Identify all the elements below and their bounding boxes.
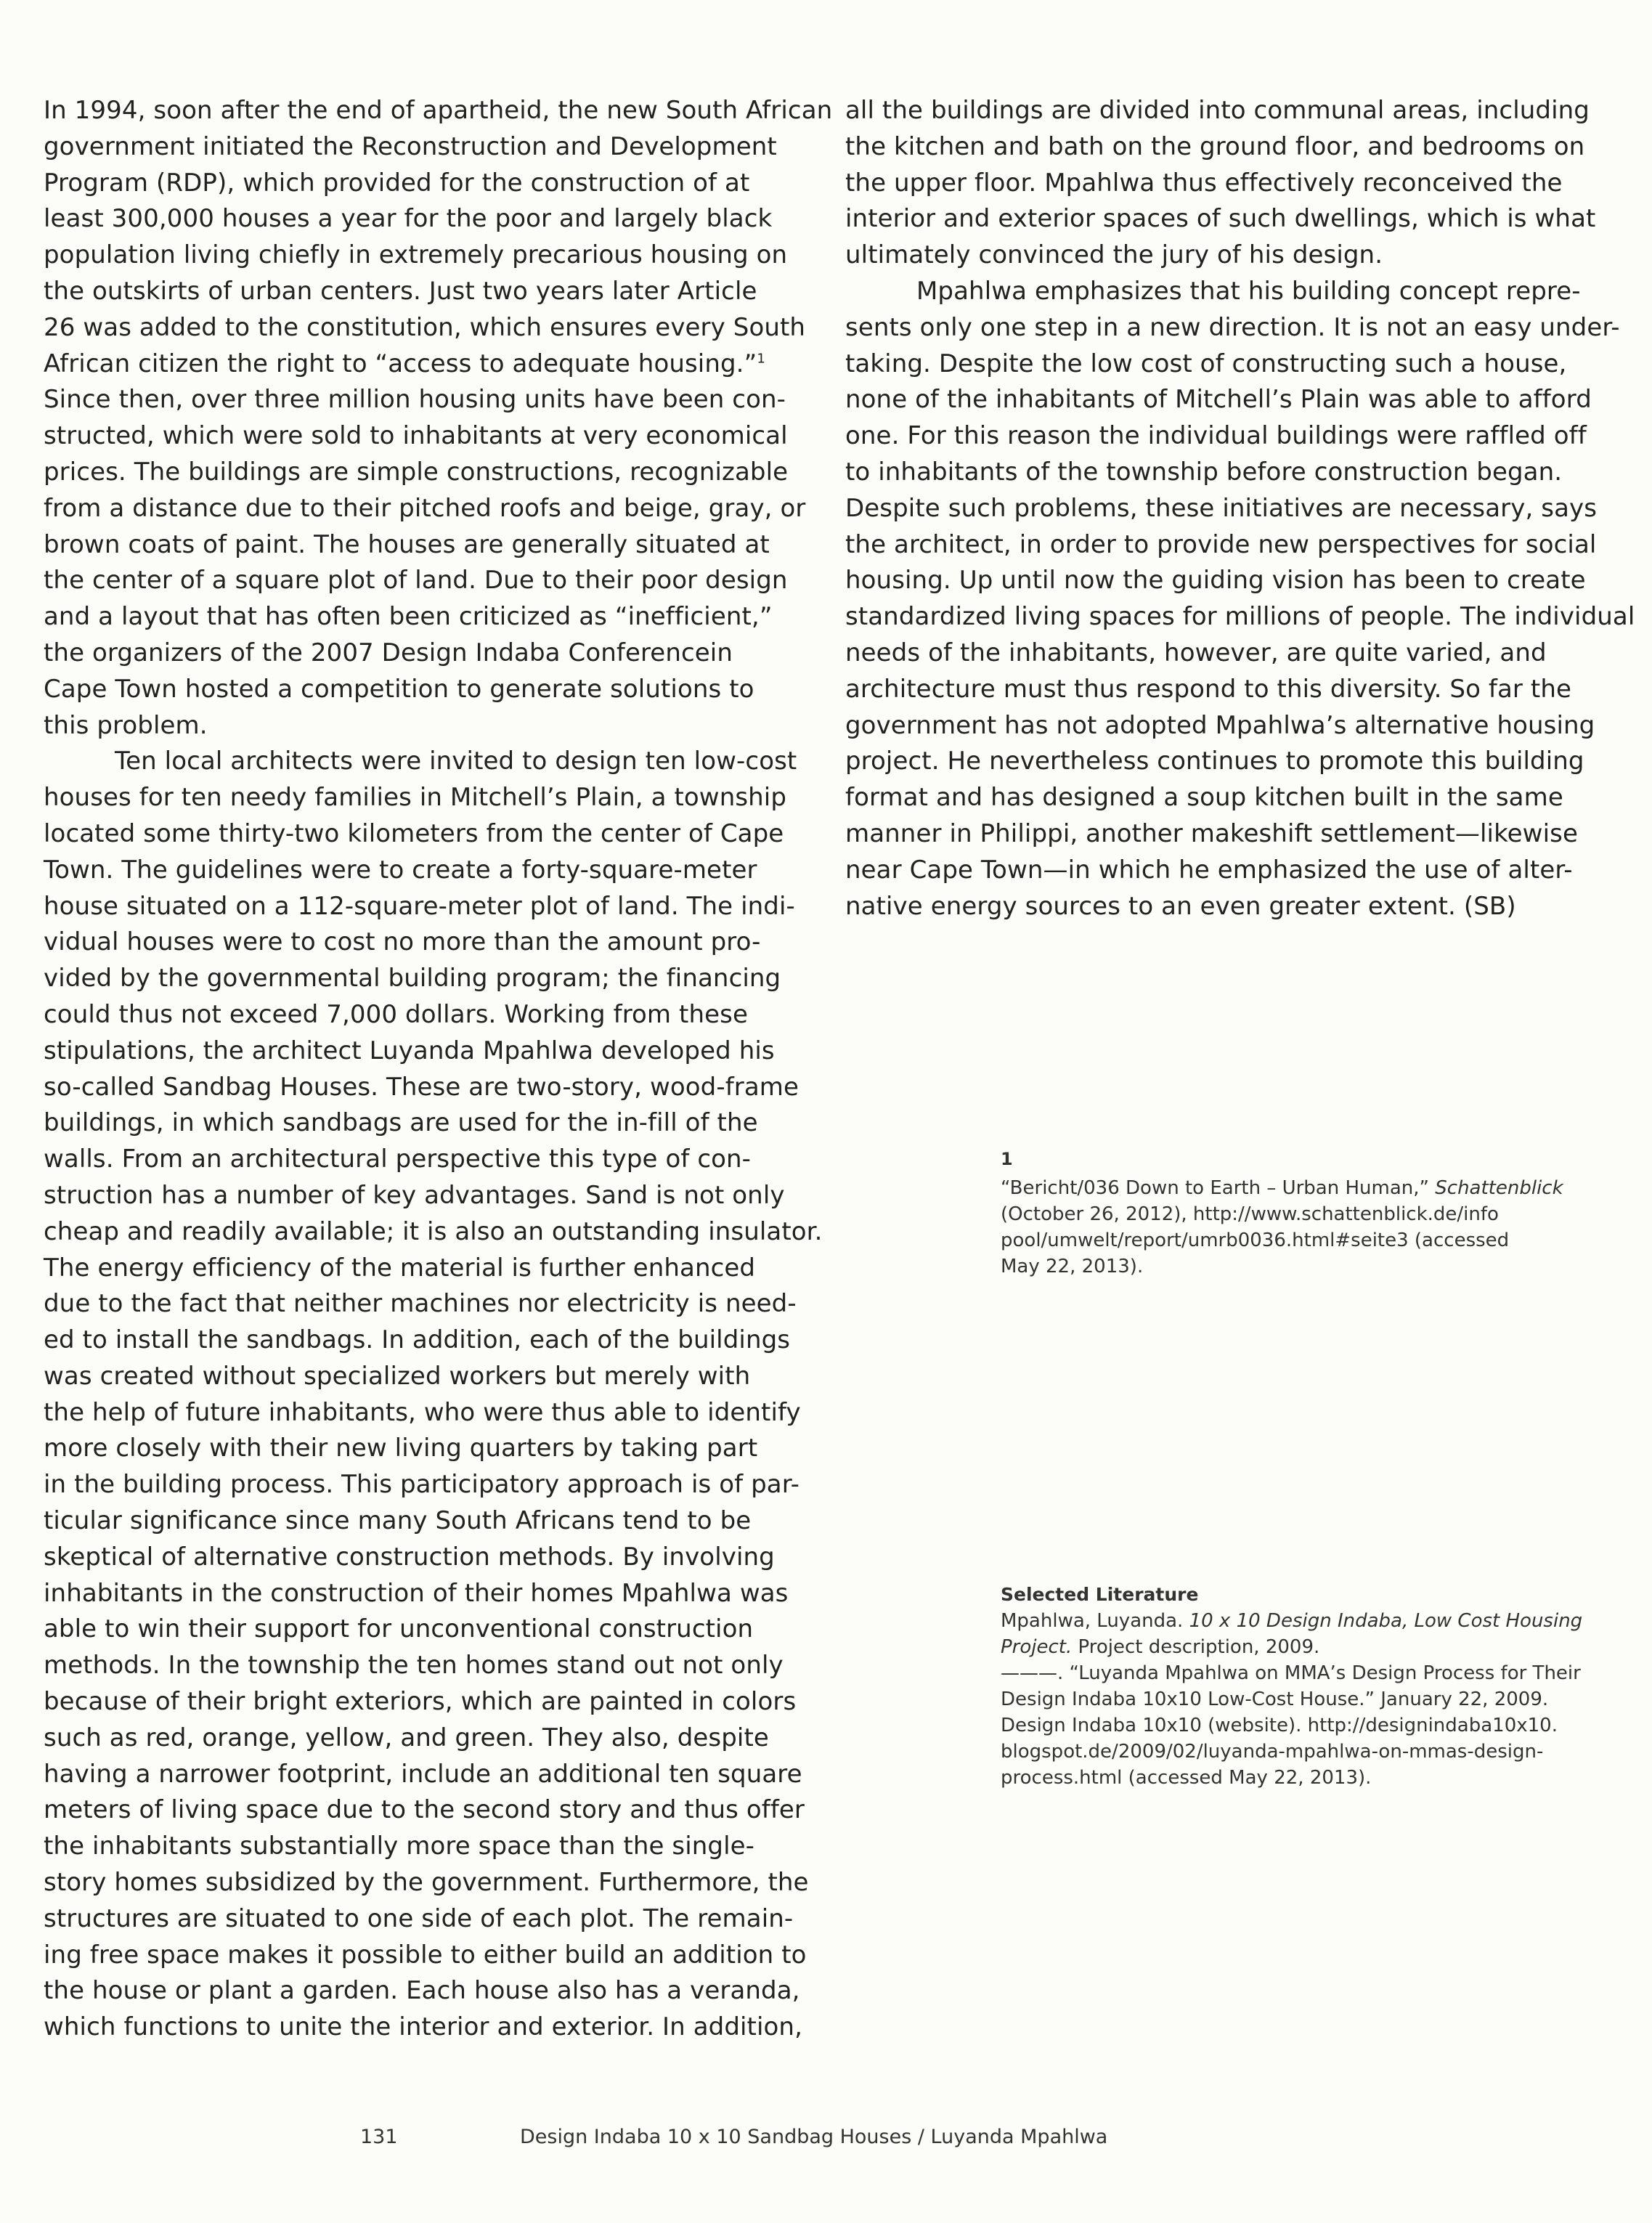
footnote-number: 1	[1001, 1149, 1013, 1169]
footnote-line	[1001, 1175, 1640, 1201]
running-title: Design Indaba 10 x 10 Sandbag Houses / Luyanda Mpahlwa	[520, 2126, 1108, 2148]
text-line: methods. In the township the ten homes stand out not only	[44, 1651, 784, 1681]
text-line: Since then, over three million housing units have been con-	[44, 385, 786, 415]
footnote-text: “Bericht/036 Down to Earth – Urban Human,”	[1001, 1177, 1436, 1199]
text-line: such as red, orange, yellow, and green. They also, despite	[44, 1723, 769, 1752]
text-line: one. For this reason the individual buildings were raffled off	[845, 421, 1587, 451]
text-line: project. He nevertheless continues to promote this building	[845, 747, 1584, 776]
selected-literature-heading: Selected Literature	[1001, 1584, 1199, 1605]
text-line: 26 was added to the constitution, which ensures every South	[44, 312, 806, 342]
text-line: Mpahlwa emphasizes that his building concept repre-	[916, 276, 1581, 306]
text-line: taking. Despite the low cost of constructing such a house,	[845, 349, 1567, 378]
text-line: structed, which were sold to inhabitants at very economical	[44, 421, 788, 451]
text-line: located some thirty-two kilometers from the center of Cape	[44, 818, 784, 848]
footnote-line: pool/umwelt/report/umrb0036.html#seite3 (accessed	[1001, 1230, 1510, 1251]
text-line: native energy sources to an even greater extent. (SB)	[845, 891, 1516, 921]
text-line: having a narrower footprint, include an additional ten square	[44, 1759, 802, 1789]
text-line: African citizen the right to “access to adequate housing.”	[44, 349, 757, 378]
text-line: architecture must thus respond to this diversity. So far the	[845, 674, 1571, 704]
selected-literature	[1001, 1582, 1640, 1791]
text-line: needs of the inhabitants, however, are quite varied, and	[845, 638, 1547, 667]
right-paragraph-1	[845, 93, 1637, 274]
text-line: population living chiefly in extremely precarious housing on	[44, 240, 788, 270]
text-line: stipulations, the architect Luyanda Mpahlwa developed his	[44, 1036, 775, 1065]
text-line: could thus not exceed 7,000 dollars. Working from these	[44, 999, 748, 1029]
text-line: housing. Up until now the guiding vision has been to create	[845, 566, 1586, 596]
text-line: more closely with their new living quarters by taking part	[44, 1434, 758, 1463]
text-line: houses for ten needy families in Mitchell’s Plain, a township	[44, 783, 787, 813]
text-line: because of their bright exteriors, which are painted in colors	[44, 1687, 797, 1717]
text-line: vided by the governmental building program; the financing	[44, 964, 781, 993]
right-paragraph-2	[845, 274, 1637, 924]
text-line: Ten local architects were invited to design ten low-cost	[115, 747, 797, 776]
footnote-source-title: Schattenblick	[1435, 1177, 1563, 1199]
text-line: format and has designed a soup kitchen built in the same	[845, 783, 1563, 813]
literature-line: blogspot.de/2009/02/luyanda-mpahlwa-on-mmas-design-	[1001, 1741, 1544, 1763]
literature-title: Project.	[1001, 1636, 1073, 1658]
page-number: 131	[360, 2126, 398, 2148]
literature-line: Design Indaba 10x10 (website). http://designindaba10x10.	[1001, 1715, 1558, 1736]
text-line: the architect, in order to provide new perspectives for social	[845, 529, 1597, 559]
text-line: government initiated the Reconstruction and Development	[44, 131, 777, 161]
left-paragraph-1	[44, 93, 842, 744]
literature-text: Project description, 2009.	[1072, 1636, 1320, 1658]
text-line: was created without specialized workers but merely with	[44, 1361, 751, 1391]
text-line: ed to install the sandbags. In addition, each of the buildings	[44, 1325, 791, 1355]
text-line: and a layout that has often been criticized as “inefficient,”	[44, 602, 773, 632]
footnote-line: (October 26, 2012), http://www.schattenblick.de/info	[1001, 1203, 1499, 1225]
text-line: walls. From an architectural perspective this type of con-	[44, 1145, 752, 1174]
text-line: vidual houses were to cost no more than the amount pro-	[44, 927, 761, 957]
literature-line: ———. “Luyanda Mpahlwa on MMA’s Design Process for Their	[1001, 1662, 1581, 1684]
footnote-line: May 22, 2013).	[1001, 1256, 1144, 1277]
text-line: In 1994, soon after the end of apartheid, the new South African	[44, 96, 833, 125]
text-line: struction has a number of key advantages. Sand is not only	[44, 1180, 785, 1210]
text-line: story homes subsidized by the government. Furthermore, the	[44, 1868, 809, 1898]
text-line: the organizers of the 2007 Design Indaba Conferencein	[44, 638, 733, 667]
text-line: the outskirts of urban centers. Just two years later Article	[44, 276, 757, 306]
text-line: Cape Town hosted a competition to generate solutions to	[44, 674, 754, 704]
text-line: in the building process. This participatory approach is of par-	[44, 1470, 799, 1500]
literature-line	[1001, 1608, 1640, 1634]
text-line: least 300,000 houses a year for the poor and largely black	[44, 204, 773, 234]
text-line: manner in Philippi, another makeshift settlement—likewise	[845, 818, 1578, 848]
text-line: the inhabitants substantially more space than the single-	[44, 1832, 755, 1861]
text-line: none of the inhabitants of Mitchell’s Plain was able to afford	[845, 385, 1592, 415]
left-column	[44, 93, 842, 2046]
literature-line: Design Indaba 10x10 Low-Cost House.” January 22, 2009.	[1001, 1688, 1549, 1710]
text-line: able to win their support for unconventional construction	[44, 1614, 754, 1644]
text-line: the help of future inhabitants, who were thus able to identify	[44, 1397, 801, 1427]
text-line: prices. The buildings are simple constructions, recognizable	[44, 457, 789, 487]
text-line: The energy efficiency of the material is further enhanced	[44, 1253, 756, 1283]
text-line: all the buildings are divided into communal areas, including	[845, 96, 1590, 125]
text-line: inhabitants in the construction of their homes Mpahlwa was	[44, 1578, 789, 1608]
text-line: the center of a square plot of land. Due to their poor design	[44, 566, 788, 596]
text-line: skeptical of alternative construction methods. By involving	[44, 1542, 775, 1572]
literature-text: Mpahlwa, Luyanda.	[1001, 1610, 1189, 1632]
text-line: to inhabitants of the township before construction began.	[845, 457, 1563, 487]
left-paragraph-2	[44, 744, 842, 2046]
text-line: buildings, in which sandbags are used for the in-fill of the	[44, 1108, 758, 1138]
text-line: so-called Sandbag Houses. These are two-story, wood-frame	[44, 1072, 799, 1102]
text-line: Town. The guidelines were to create a forty-square-meter	[44, 855, 757, 885]
right-column	[845, 93, 1637, 924]
text-line: house situated on a 112-square-meter plot of land. The indi-	[44, 891, 795, 921]
text-line: ticular significance since many South Africans tend to be	[44, 1506, 752, 1536]
text-line: near Cape Town—in which he emphasized the use of alter-	[845, 855, 1573, 885]
text-line: the house or plant a garden. Each house also has a veranda,	[44, 1976, 800, 2006]
literature-line: process.html (accessed May 22, 2013).	[1001, 1767, 1372, 1789]
text-line: meters of living space due to the second story and thus offer	[44, 1795, 805, 1825]
text-line-with-footnote	[44, 346, 842, 383]
text-line: this problem.	[44, 710, 208, 740]
text-line: the kitchen and bath on the ground floor, and bedrooms on	[845, 131, 1585, 161]
text-line: ultimately convinced the jury of his design.	[845, 240, 1383, 270]
text-line: Despite such problems, these initiatives are necessary, says	[845, 493, 1598, 523]
text-line: sents only one step in a new direction. It is not an easy under-	[845, 312, 1620, 342]
literature-line	[1001, 1634, 1640, 1660]
text-line: structures are situated to one side of each plot. The remain-	[44, 1903, 794, 1933]
footnote-marker: 1	[757, 351, 765, 367]
text-line: standardized living spaces for millions of people. The individual	[845, 602, 1635, 632]
text-line: due to the fact that neither machines nor electricity is need-	[44, 1289, 797, 1319]
literature-title: 10 x 10 Design Indaba, Low Cost Housing	[1189, 1610, 1583, 1632]
text-line: cheap and readily available; it is also an outstanding insulator.	[44, 1216, 823, 1246]
text-line: from a distance due to their pitched roofs and beige, gray, or	[44, 493, 806, 523]
text-line: the upper floor. Mpahlwa thus effectively reconceived the	[845, 168, 1563, 198]
text-line: government has not adopted Mpahlwa’s alternative housing	[845, 710, 1595, 740]
text-line: which functions to unite the interior and exterior. In addition,	[44, 2012, 802, 2042]
text-line: brown coats of paint. The houses are generally situated at	[44, 529, 770, 559]
footnote	[1001, 1146, 1640, 1280]
text-line: ing free space makes it possible to either build an addition to	[44, 1940, 807, 1970]
text-line: interior and exterior spaces of such dwellings, which is what	[845, 204, 1596, 234]
text-line: Program (RDP), which provided for the construction of at	[44, 168, 750, 198]
